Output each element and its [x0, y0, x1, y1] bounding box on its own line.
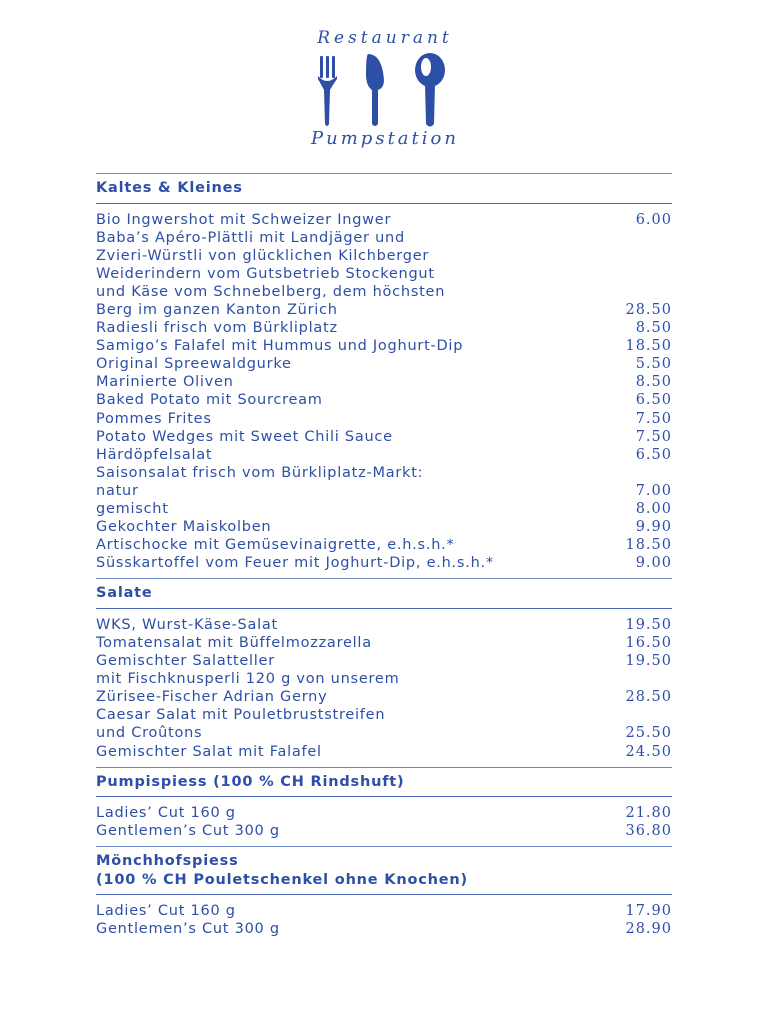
menu-item-price: 6.50 [635, 446, 672, 463]
logo-text-pumpstation: Pumpstation [311, 128, 459, 149]
menu-item-name: Weiderindern vom Gutsbetrieb Stockengut [96, 265, 435, 282]
menu-item-name: und Käse vom Schnebelberg, dem höchsten [96, 283, 446, 300]
menu-item-price: 18.50 [625, 338, 672, 355]
menu-item-name: Süsskartoffel vom Feuer mit Joghurt-Dip, e.h.s.h.* [96, 555, 494, 572]
menu-item-name: gemischt [96, 501, 169, 517]
menu-item-price: 8.00 [635, 501, 672, 517]
menu-item [96, 428, 672, 446]
menu-item [96, 652, 672, 670]
menu-item-name: Tomatensalat mit Büffelmozzarella [96, 634, 372, 651]
menu-item-name: mit Fischknusperli 120 g von unserem [96, 671, 400, 688]
menu-item-name: Gekochter Maiskolben [96, 519, 272, 536]
menu-item [96, 500, 672, 518]
menu-item [96, 337, 672, 355]
logo-text-restaurant: Restaurant [317, 28, 453, 48]
menu-item [96, 265, 672, 283]
menu-item-name: Bio Ingwershot mit Schweizer Ingwer [96, 211, 392, 228]
menu-item [96, 743, 672, 761]
menu-item-price: 28.50 [625, 301, 672, 318]
menu-item-name: Ladies’ Cut 160 g [96, 805, 236, 822]
menu-item [96, 724, 672, 742]
restaurant-logo [0, 0, 768, 160]
menu-item-name: Zvieri-Würstli von glücklichen Kilchberger [96, 247, 430, 264]
menu-item-name: Gentlemen’s Cut 300 g [96, 823, 280, 840]
menu-item [96, 464, 672, 482]
section-subtitle: (100 % CH Pouletschenkel ohne Knochen) [96, 871, 468, 888]
menu-item-price: 9.90 [635, 519, 672, 536]
menu-item-name: Gemischter Salatteller [96, 653, 275, 670]
menu-item-price: 8.50 [635, 320, 672, 337]
menu-item-name: Saisonsalat frisch vom Bürkliplatz-Markt: [96, 464, 424, 481]
menu-item-name: Ladies’ Cut 160 g [96, 903, 236, 920]
menu-item-price: 7.00 [635, 482, 672, 499]
section-title: Salate [96, 585, 153, 602]
menu-item [96, 391, 672, 409]
menu-item-name: Potato Wedges mit Sweet Chili Sauce [96, 428, 393, 445]
menu-item [96, 902, 672, 920]
menu-item-price: 7.50 [635, 428, 672, 445]
menu [96, 173, 672, 945]
menu-item-price: 28.90 [625, 921, 672, 938]
menu-item-name: Pommes Frites [96, 410, 212, 427]
menu-item [96, 536, 672, 554]
section-items [96, 797, 672, 846]
menu-item-name: Berg im ganzen Kanton Zürich [96, 301, 338, 318]
menu-item-name: Gemischter Salat mit Falafel [96, 743, 322, 760]
menu-item [96, 301, 672, 319]
menu-item-price: 5.50 [635, 356, 672, 373]
section-items [96, 609, 672, 767]
menu-item-price: 16.50 [625, 634, 672, 651]
menu-item [96, 822, 672, 840]
menu-item [96, 410, 672, 428]
section-items [96, 895, 672, 944]
menu-item [96, 373, 672, 391]
menu-item-name: Artischocke mit Gemüsevinaigrette, e.h.s.h.* [96, 537, 455, 554]
menu-item-name: Zürisee-Fischer Adrian Gerny [96, 689, 328, 706]
menu-item [96, 283, 672, 301]
menu-item-name: Baked Potato mit Sourcream [96, 392, 323, 409]
menu-item [96, 616, 672, 634]
menu-item-name: WKS, Wurst-Käse-Salat [96, 616, 278, 633]
section-title: Pumpispiess (100 % CH Rindshuft) [96, 773, 405, 790]
menu-item [96, 482, 672, 500]
menu-item [96, 211, 672, 229]
menu-item [96, 554, 672, 572]
menu-item-name: Caesar Salat mit Pouletbruststreifen [96, 707, 386, 724]
menu-item-name: und Croûtons [96, 725, 203, 742]
section-title [96, 847, 672, 894]
section-title-main: Mönchhofspiess [96, 853, 239, 870]
menu-item [96, 247, 672, 265]
menu-item-price: 7.50 [635, 410, 672, 427]
menu-item [96, 319, 672, 337]
section-title: Kaltes & Kleines [96, 180, 243, 196]
menu-item [96, 670, 672, 688]
menu-item-name: natur [96, 482, 139, 499]
fork-knife-spoon-icon [308, 50, 458, 130]
menu-item [96, 518, 672, 536]
menu-item-price: 21.80 [625, 805, 672, 822]
menu-item-price: 18.50 [625, 537, 672, 554]
menu-item [96, 634, 672, 652]
menu-item-price: 9.00 [635, 555, 672, 572]
menu-item-price: 24.50 [625, 743, 672, 760]
menu-item [96, 920, 672, 938]
menu-item-price: 19.50 [625, 616, 672, 633]
menu-item-price: 6.00 [635, 211, 672, 228]
menu-item [96, 804, 672, 822]
menu-item-price: 19.50 [625, 653, 672, 670]
menu-item-price: 36.80 [625, 823, 672, 840]
menu-item-name: Baba’s Apéro-Plättli mit Landjäger und [96, 229, 405, 246]
menu-item-name: Härdöpfelsalat [96, 446, 213, 463]
menu-item [96, 688, 672, 706]
menu-item [96, 355, 672, 373]
menu-item [96, 229, 672, 247]
menu-item-price: 17.90 [625, 903, 672, 920]
menu-item-name: Radiesli frisch vom Bürkliplatz [96, 320, 338, 337]
menu-item-price: 28.50 [625, 689, 672, 706]
section-items [96, 204, 672, 579]
menu-item [96, 446, 672, 464]
menu-item-price: 25.50 [625, 725, 672, 742]
menu-item-name: Samigo’s Falafel mit Hummus und Joghurt-Dip [96, 338, 464, 355]
menu-item-price: 8.50 [635, 374, 672, 391]
menu-item [96, 706, 672, 724]
menu-item-name: Gentlemen’s Cut 300 g [96, 921, 280, 938]
menu-item-name: Marinierte Oliven [96, 374, 234, 391]
menu-item-price: 6.50 [635, 392, 672, 409]
menu-item-name: Original Spreewaldgurke [96, 356, 292, 373]
